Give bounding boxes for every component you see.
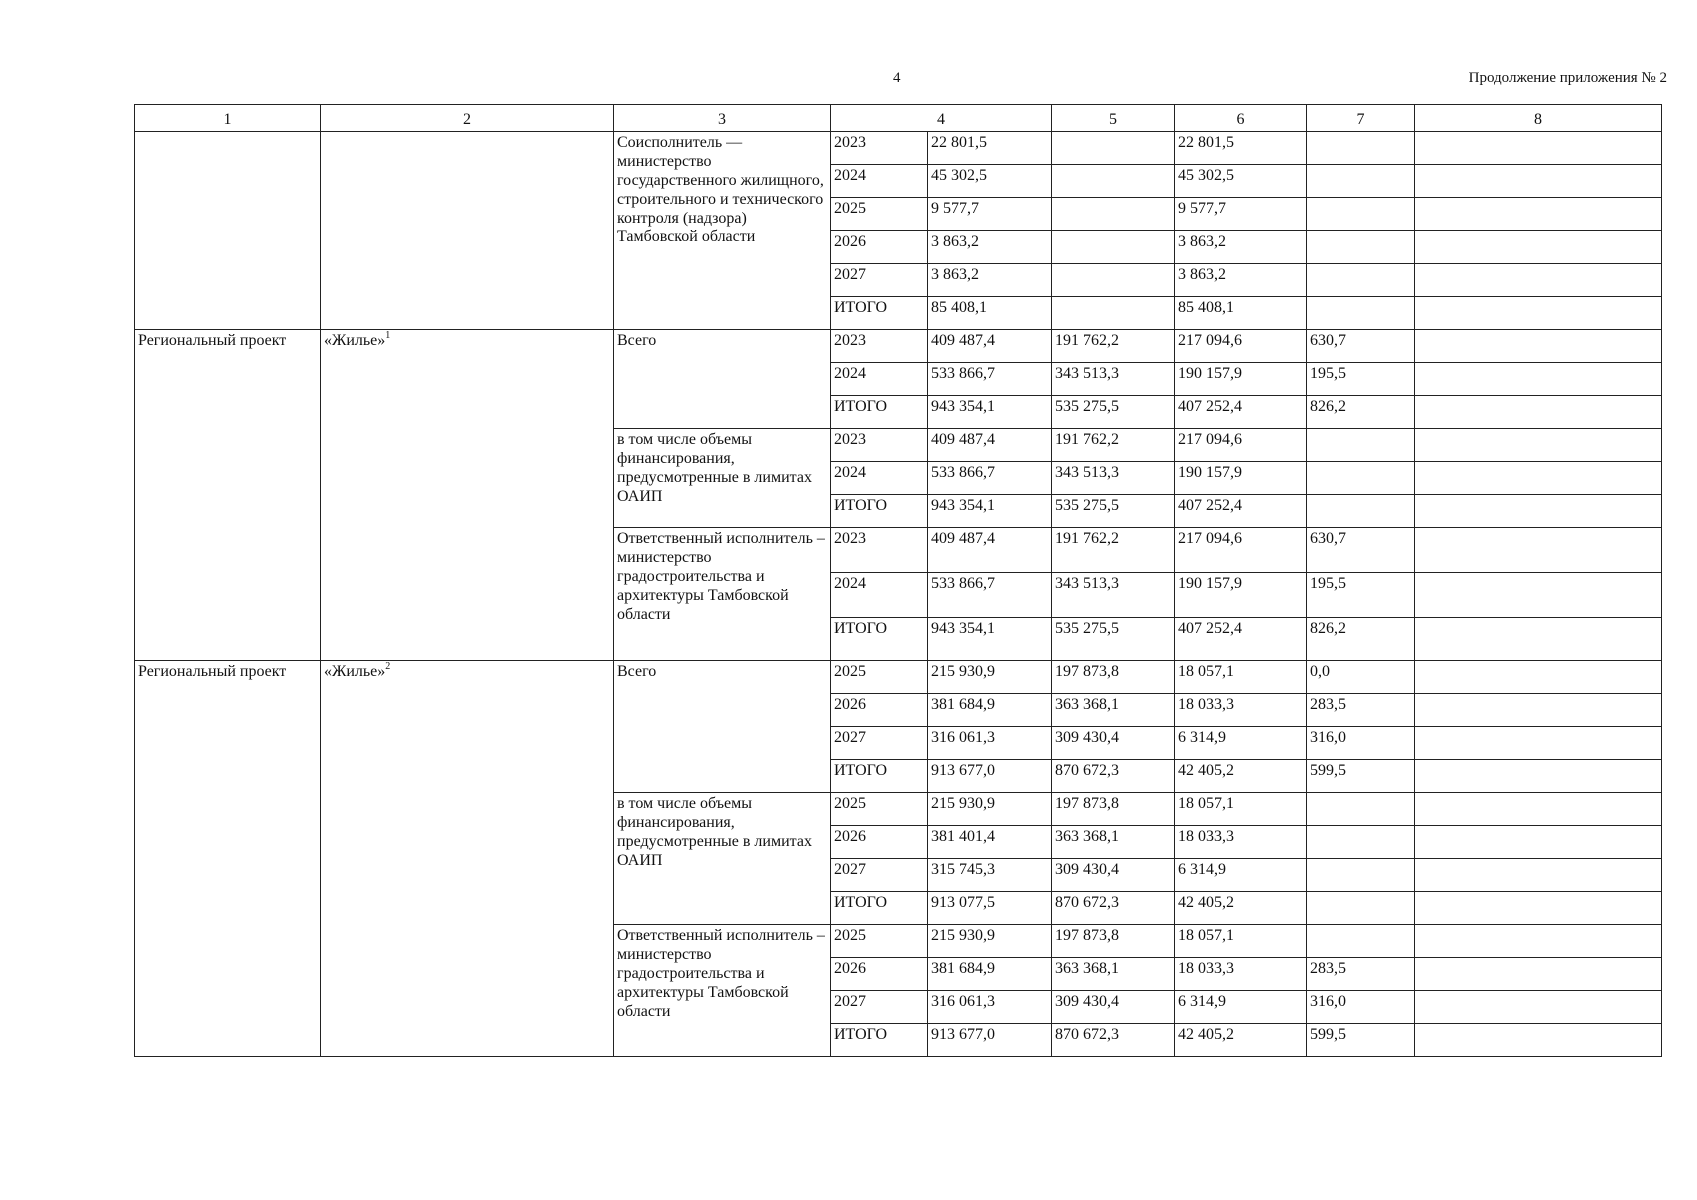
value-cell	[1307, 231, 1415, 264]
value-cell	[1415, 429, 1662, 462]
value-cell: 943 354,1	[928, 495, 1052, 528]
value-cell: 190 157,9	[1175, 363, 1307, 396]
year-cell: 2027	[831, 859, 928, 892]
value-cell: 381 684,9	[928, 694, 1052, 727]
responsible-executor-label: Ответственный исполнитель – министерство градостроительства и архитектуры Тамбовской области	[614, 528, 831, 661]
column-header: 8	[1415, 105, 1662, 132]
value-cell: 3 863,2	[1175, 264, 1307, 297]
value-cell: 217 094,6	[1175, 330, 1307, 363]
year-cell: 2023	[831, 528, 928, 573]
column-header: 3	[614, 105, 831, 132]
value-cell: 18 057,1	[1175, 925, 1307, 958]
column-header: 7	[1307, 105, 1415, 132]
value-cell: 283,5	[1307, 958, 1415, 991]
value-cell	[1415, 573, 1662, 618]
value-cell	[1415, 132, 1662, 165]
value-cell	[1415, 462, 1662, 495]
value-cell	[1415, 618, 1662, 661]
value-cell	[1307, 925, 1415, 958]
value-cell	[1415, 727, 1662, 760]
value-cell: 409 487,4	[928, 528, 1052, 573]
value-cell: 535 275,5	[1052, 495, 1175, 528]
value-cell	[1307, 165, 1415, 198]
value-cell: 215 930,9	[928, 925, 1052, 958]
value-cell: 9 577,7	[928, 198, 1052, 231]
value-cell: 316,0	[1307, 991, 1415, 1024]
value-cell: 913 677,0	[928, 1024, 1052, 1057]
value-cell: 381 401,4	[928, 826, 1052, 859]
value-cell: 409 487,4	[928, 330, 1052, 363]
value-cell: 190 157,9	[1175, 462, 1307, 495]
oaip-limits-label: в том числе объемы финансирования, предусмотренные в лимитах ОАИП	[614, 429, 831, 528]
year-cell: 2025	[831, 661, 928, 694]
value-cell	[1415, 1024, 1662, 1057]
footnote-marker: 2	[385, 661, 391, 672]
value-cell: 6 314,9	[1175, 727, 1307, 760]
value-cell	[1307, 132, 1415, 165]
column-header: 6	[1175, 105, 1307, 132]
value-cell: 45 302,5	[1175, 165, 1307, 198]
value-cell: 18 033,3	[1175, 958, 1307, 991]
year-cell: 2025	[831, 793, 928, 826]
column-header: 5	[1052, 105, 1175, 132]
column-header: 2	[321, 105, 614, 132]
value-cell	[1415, 495, 1662, 528]
project-name	[321, 330, 614, 661]
appendix-continuation-label: Продолжение приложения № 2	[1468, 70, 1667, 86]
column-header: 1	[135, 105, 321, 132]
value-cell: 42 405,2	[1175, 760, 1307, 793]
value-cell	[1307, 793, 1415, 826]
value-cell: 316,0	[1307, 727, 1415, 760]
value-cell	[1052, 231, 1175, 264]
value-cell: 630,7	[1307, 330, 1415, 363]
value-cell: 309 430,4	[1052, 859, 1175, 892]
value-cell: 343 513,3	[1052, 573, 1175, 618]
value-cell	[1415, 760, 1662, 793]
year-cell: 2023	[831, 429, 928, 462]
value-cell: 913 077,5	[928, 892, 1052, 925]
value-cell: 870 672,3	[1052, 892, 1175, 925]
value-cell: 6 314,9	[1175, 859, 1307, 892]
page-number: 4	[893, 70, 901, 86]
value-cell: 18 057,1	[1175, 661, 1307, 694]
value-cell: 191 762,2	[1052, 429, 1175, 462]
column-header: 4	[831, 105, 1052, 132]
value-cell: 599,5	[1307, 760, 1415, 793]
value-cell: 363 368,1	[1052, 694, 1175, 727]
value-cell	[1307, 198, 1415, 231]
value-cell	[1415, 231, 1662, 264]
value-cell: 630,7	[1307, 528, 1415, 573]
value-cell: 407 252,4	[1175, 495, 1307, 528]
value-cell	[1307, 859, 1415, 892]
value-cell	[1415, 694, 1662, 727]
value-cell	[1415, 991, 1662, 1024]
value-cell	[1415, 661, 1662, 694]
value-cell: 283,5	[1307, 694, 1415, 727]
project-name-text: «Жилье»	[324, 663, 386, 680]
value-cell: 18 033,3	[1175, 694, 1307, 727]
value-cell: 535 275,5	[1052, 396, 1175, 429]
value-cell	[1415, 859, 1662, 892]
total-label: Всего	[614, 330, 831, 429]
value-cell: 870 672,3	[1052, 760, 1175, 793]
value-cell	[1415, 925, 1662, 958]
year-cell: ИТОГО	[831, 618, 928, 661]
value-cell: 9 577,7	[1175, 198, 1307, 231]
value-cell	[1307, 429, 1415, 462]
value-cell	[1307, 462, 1415, 495]
year-cell: 2026	[831, 694, 928, 727]
value-cell	[1415, 330, 1662, 363]
value-cell: 18 033,3	[1175, 826, 1307, 859]
value-cell: 85 408,1	[928, 297, 1052, 330]
year-cell: 2026	[831, 958, 928, 991]
value-cell	[1415, 264, 1662, 297]
responsible-executor-label: Ответственный исполнитель – министерство градостроительства и архитектуры Тамбовской области	[614, 925, 831, 1057]
year-cell: 2025	[831, 198, 928, 231]
value-cell	[1415, 363, 1662, 396]
value-cell	[1052, 264, 1175, 297]
value-cell: 533 866,7	[928, 363, 1052, 396]
value-cell: 190 157,9	[1175, 573, 1307, 618]
value-cell	[1415, 198, 1662, 231]
value-cell	[1415, 793, 1662, 826]
year-cell: 2027	[831, 264, 928, 297]
value-cell: 315 745,3	[928, 859, 1052, 892]
value-cell	[1052, 198, 1175, 231]
value-cell: 195,5	[1307, 363, 1415, 396]
value-cell: 195,5	[1307, 573, 1415, 618]
project-type-label: Региональный проект	[135, 330, 321, 661]
value-cell	[1415, 826, 1662, 859]
value-cell: 215 930,9	[928, 793, 1052, 826]
empty-cell	[321, 132, 614, 330]
total-label: Всего	[614, 661, 831, 793]
year-cell: 2024	[831, 573, 928, 618]
value-cell: 22 801,5	[928, 132, 1052, 165]
value-cell	[1307, 297, 1415, 330]
value-cell: 943 354,1	[928, 618, 1052, 661]
value-cell: 407 252,4	[1175, 618, 1307, 661]
value-cell: 913 677,0	[928, 760, 1052, 793]
value-cell	[1415, 165, 1662, 198]
value-cell: 943 354,1	[928, 396, 1052, 429]
value-cell: 535 275,5	[1052, 618, 1175, 661]
value-cell: 42 405,2	[1175, 892, 1307, 925]
value-cell: 42 405,2	[1175, 1024, 1307, 1057]
value-cell	[1052, 297, 1175, 330]
oaip-limits-label: в том числе объемы финансирования, предусмотренные в лимитах ОАИП	[614, 793, 831, 925]
value-cell: 363 368,1	[1052, 958, 1175, 991]
footnote-marker: 1	[385, 330, 391, 341]
value-cell: 826,2	[1307, 396, 1415, 429]
value-cell: 45 302,5	[928, 165, 1052, 198]
value-cell: 533 866,7	[928, 573, 1052, 618]
value-cell: 0,0	[1307, 661, 1415, 694]
value-cell: 316 061,3	[928, 991, 1052, 1024]
value-cell	[1415, 892, 1662, 925]
value-cell: 217 094,6	[1175, 528, 1307, 573]
table-row	[135, 330, 1662, 363]
value-cell: 197 873,8	[1052, 925, 1175, 958]
value-cell: 215 930,9	[928, 661, 1052, 694]
empty-cell	[135, 132, 321, 330]
table-row	[135, 661, 1662, 694]
value-cell	[1307, 264, 1415, 297]
value-cell: 18 057,1	[1175, 793, 1307, 826]
value-cell: 599,5	[1307, 1024, 1415, 1057]
year-cell: ИТОГО	[831, 1024, 928, 1057]
value-cell	[1415, 528, 1662, 573]
year-cell: 2024	[831, 363, 928, 396]
value-cell: 217 094,6	[1175, 429, 1307, 462]
value-cell	[1415, 958, 1662, 991]
value-cell	[1415, 297, 1662, 330]
value-cell: 85 408,1	[1175, 297, 1307, 330]
year-cell: 2023	[831, 132, 928, 165]
value-cell: 22 801,5	[1175, 132, 1307, 165]
year-cell: 2027	[831, 991, 928, 1024]
year-cell: ИТОГО	[831, 892, 928, 925]
value-cell: 533 866,7	[928, 462, 1052, 495]
value-cell: 3 863,2	[1175, 231, 1307, 264]
project-name	[321, 661, 614, 1057]
value-cell: 316 061,3	[928, 727, 1052, 760]
column-number-row	[135, 105, 1662, 132]
year-cell: 2026	[831, 826, 928, 859]
value-cell: 191 762,2	[1052, 528, 1175, 573]
year-cell: 2025	[831, 925, 928, 958]
value-cell	[1052, 132, 1175, 165]
year-cell: ИТОГО	[831, 297, 928, 330]
value-cell: 343 513,3	[1052, 363, 1175, 396]
value-cell: 309 430,4	[1052, 727, 1175, 760]
co-executor-label: Соисполнитель — министерство государственного жилищного, строительного и технического контроля (надзора) Тамбовской области	[614, 132, 831, 330]
value-cell: 407 252,4	[1175, 396, 1307, 429]
value-cell	[1307, 495, 1415, 528]
value-cell: 191 762,2	[1052, 330, 1175, 363]
year-cell: 2027	[831, 727, 928, 760]
value-cell: 363 368,1	[1052, 826, 1175, 859]
value-cell: 826,2	[1307, 618, 1415, 661]
value-cell: 870 672,3	[1052, 1024, 1175, 1057]
value-cell: 197 873,8	[1052, 661, 1175, 694]
value-cell	[1052, 165, 1175, 198]
value-cell: 3 863,2	[928, 231, 1052, 264]
value-cell	[1307, 892, 1415, 925]
year-cell: 2023	[831, 330, 928, 363]
value-cell: 197 873,8	[1052, 793, 1175, 826]
year-cell: ИТОГО	[831, 396, 928, 429]
value-cell: 409 487,4	[928, 429, 1052, 462]
value-cell: 381 684,9	[928, 958, 1052, 991]
year-cell: 2026	[831, 231, 928, 264]
value-cell	[1307, 826, 1415, 859]
project-name-text: «Жилье»	[324, 332, 386, 349]
year-cell: ИТОГО	[831, 495, 928, 528]
project-type-label: Региональный проект	[135, 661, 321, 1057]
financing-table	[134, 104, 1662, 1057]
value-cell: 343 513,3	[1052, 462, 1175, 495]
year-cell: ИТОГО	[831, 760, 928, 793]
value-cell: 309 430,4	[1052, 991, 1175, 1024]
year-cell: 2024	[831, 462, 928, 495]
value-cell: 3 863,2	[928, 264, 1052, 297]
value-cell	[1415, 396, 1662, 429]
year-cell: 2024	[831, 165, 928, 198]
value-cell: 6 314,9	[1175, 991, 1307, 1024]
table-row	[135, 132, 1662, 165]
